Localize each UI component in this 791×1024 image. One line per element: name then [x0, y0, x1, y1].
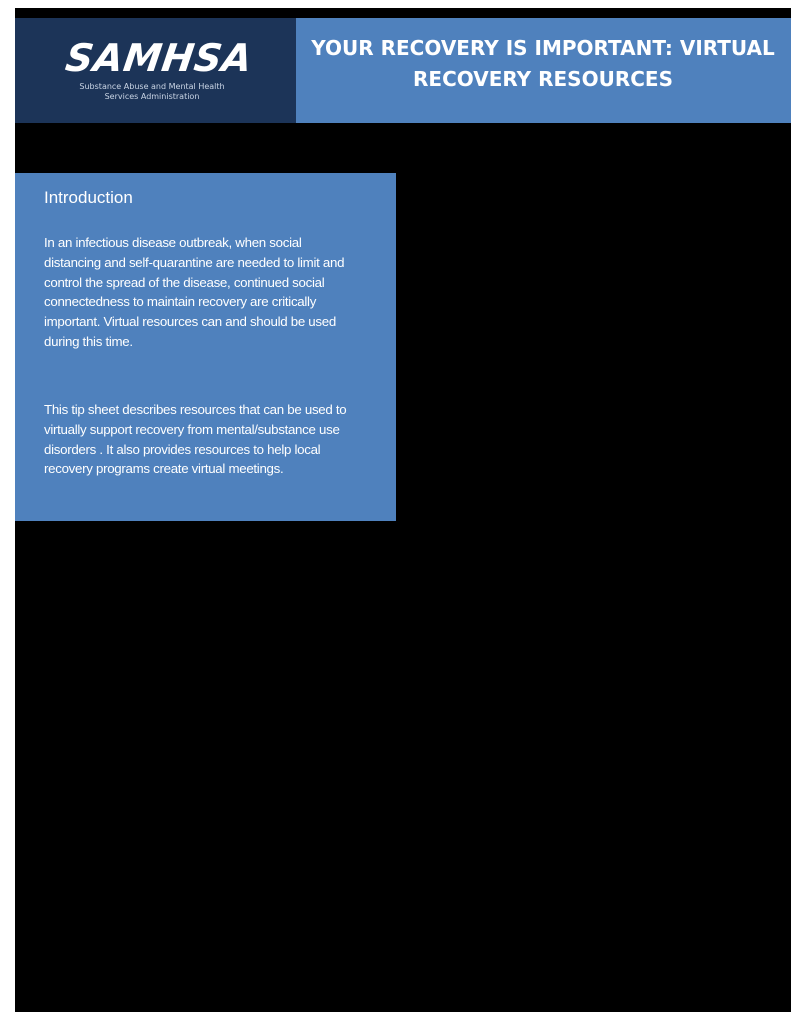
- introduction-paragraph: This tip sheet describes resources that can be used to virtually support recovery from mental/substance use disorders . It also provides resources to help local recovery programs create virtual meetings.: [44, 402, 347, 477]
- logo-subtitle: Substance Abuse and Mental Health Services Administration: [79, 82, 225, 101]
- introduction-heading: Introduction: [44, 188, 133, 207]
- document-title: YOUR RECOVERY IS IMPORTANT: VIRTUAL RECOVERY RESOURCES: [311, 36, 775, 91]
- introduction-paragraph: In an infectious disease outbreak, when social distancing and self-quarantine are needed to limit and control the spread of the disease, continued social connectedness to maintain recovery are critically important. Virtual resources can and should be used during this time.: [44, 235, 345, 349]
- samhsa-logo: SAMHSA: [62, 36, 256, 80]
